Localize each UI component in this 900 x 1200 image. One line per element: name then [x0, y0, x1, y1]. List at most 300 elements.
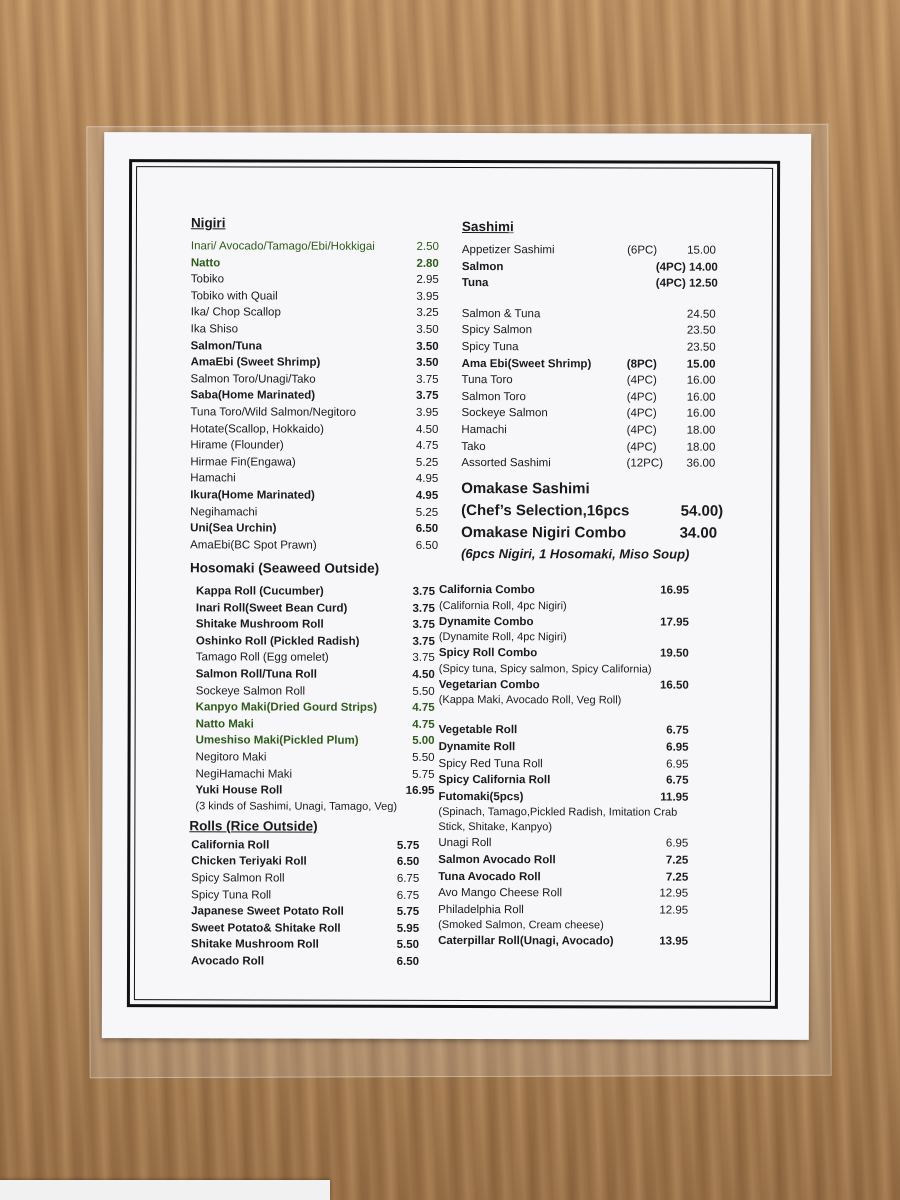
item-name: Dynamite Roll [438, 740, 516, 754]
item-price-group [416, 338, 438, 355]
item-price-group [412, 766, 434, 783]
item-name: Sockeye Salmon Roll [195, 684, 306, 698]
sashimi-item [462, 339, 716, 356]
item-price: 23.50 [686, 324, 716, 338]
item-name: AmaEbi(BC Spot Prawn) [190, 538, 317, 552]
item-price-group [666, 773, 688, 790]
menu-item [191, 288, 439, 305]
item-price: 18.00 [686, 424, 716, 437]
item-name: Spicy Salmon Roll [191, 872, 285, 885]
item-name: Tuna Avocado Roll [438, 870, 541, 883]
item-price: 5.75 [412, 768, 435, 781]
item-name: Avo Mango Cheese Roll [438, 887, 563, 900]
item-name: AmaEbi (Sweet Shrimp) [190, 356, 321, 369]
item-note: (Dynamite Roll, 4pc Nigiri) [438, 631, 567, 644]
item-price: 5.50 [396, 939, 420, 952]
combo-item [439, 582, 689, 599]
item-name: Hirmae Fin(Engawa) [190, 456, 296, 469]
menu-item [196, 716, 435, 733]
item-name: Ama Ebi(Sweet Shrimp) [461, 357, 592, 370]
sashimi-item [461, 439, 715, 456]
item-price: 7.25 [665, 854, 689, 867]
menu-item [191, 271, 439, 288]
item-price: 3.75 [416, 390, 439, 403]
rolls-list [189, 837, 419, 970]
item-price-group [413, 600, 435, 617]
menu-item [191, 953, 419, 970]
combo-section [438, 582, 689, 951]
item-price: 6.50 [415, 539, 439, 552]
menu-item [196, 683, 435, 700]
combo-item [439, 614, 689, 631]
item-price-group [397, 921, 419, 938]
item-price-group [666, 723, 688, 740]
item-price: 16.00 [686, 407, 716, 421]
menu-item [438, 789, 688, 806]
item-name: Negihamachi [190, 505, 258, 518]
item-price-group [416, 488, 438, 505]
item-price-group [412, 634, 434, 651]
paper-card-corner [0, 1180, 330, 1200]
menu-item [190, 520, 438, 537]
item-price-group [656, 276, 716, 293]
item-name: Philadelphia Roll [438, 903, 524, 916]
item-price: 16.50 [659, 679, 689, 692]
item-price: 5.25 [415, 456, 439, 469]
item-price-group [416, 372, 438, 389]
item-price-group [412, 650, 434, 667]
item-price: 5.75 [396, 905, 420, 918]
item-name: Tobiko [190, 273, 225, 286]
item-name: Salmon Roll/Tuna Roll [195, 668, 317, 681]
item-price: 23.50 [686, 341, 716, 354]
item-qty: (4PC) [626, 391, 657, 404]
item-price-group [416, 471, 438, 488]
item-name: Tuna Toro/Wild Salmon/Negitoro [190, 406, 357, 419]
item-price: 4.75 [412, 702, 435, 715]
menu-item [190, 388, 438, 405]
sashimi-item [461, 389, 715, 406]
caterpillar-row [438, 933, 688, 950]
item-price: 4.50 [412, 668, 435, 681]
omakase-block [461, 478, 724, 565]
item-note: (Spicy tuna, Spicy salmon, Spicy California) [438, 662, 652, 676]
menu-item [195, 782, 434, 799]
item-name: Spicy Tuna [461, 340, 519, 354]
item-price-group [397, 904, 419, 921]
item-price: 3.50 [416, 323, 439, 336]
menu-item [438, 772, 688, 789]
item-price: 5.50 [412, 751, 435, 764]
item-name: Salmon Toro/Unagi/Tako [190, 373, 316, 386]
combo-item [439, 645, 689, 662]
item-name: Yuki House Roll [195, 784, 283, 797]
item-name: Tobiko with Quail [190, 290, 278, 303]
menu-page [102, 132, 811, 1040]
item-price-group [666, 836, 688, 853]
item-price-group [413, 584, 435, 601]
sashimi-item [462, 356, 716, 373]
item-qty: (4PC) [626, 424, 657, 437]
item-price: 6.50 [415, 522, 439, 536]
item-price: 3.75 [412, 652, 435, 665]
menu-item [438, 868, 688, 885]
item-price-group [406, 783, 435, 800]
item-price-group [412, 700, 434, 717]
item-price-group [416, 305, 438, 322]
item-price-group [416, 289, 438, 306]
item-name: Spicy California Roll [438, 774, 551, 787]
item-price: 5.75 [396, 839, 420, 852]
menu-item [196, 583, 435, 600]
item-name: Tamago Roll (Egg omelet) [195, 651, 329, 665]
sashimi-item [462, 242, 716, 259]
item-price-group [416, 239, 438, 256]
item-price-group [627, 389, 716, 406]
item-name: Natto Maki [195, 718, 254, 731]
menu-item [191, 321, 439, 338]
item-price: 15.00 [686, 358, 716, 371]
item-price-group [666, 756, 688, 773]
item-name: Oshinko Roll (Pickled Radish) [195, 635, 360, 648]
item-price-group [659, 886, 688, 903]
item-name: Inari/ Avocado/Tamago/Ebi/Hokkigai [190, 240, 375, 253]
item-price-group [627, 422, 716, 439]
sashimi-section [461, 219, 724, 564]
menu-item [191, 238, 439, 255]
item-price: 4.75 [412, 718, 435, 731]
item-price-group [416, 272, 438, 289]
item-price: 5.25 [415, 506, 439, 519]
sashimi-item [461, 405, 715, 422]
item-name: California Roll [191, 839, 270, 852]
item-price-group [397, 937, 419, 954]
item-name: Kanpyo Maki(Dried Gourd Strips) [195, 701, 378, 714]
menu-item [191, 870, 419, 887]
item-name: Uni(Sea Urchin) [190, 522, 277, 535]
item-price-group [660, 583, 689, 600]
item-price-group [416, 255, 438, 272]
item-price: 3.75 [416, 373, 439, 386]
menu-item [439, 739, 689, 756]
item-name: Avocado Roll [191, 955, 265, 968]
item-note: (California Roll, 4pc Nigiri) [438, 599, 567, 612]
menu-item [190, 454, 438, 471]
omakase-nigiri-line [461, 522, 717, 545]
item-qty: (4PC) 14.00 [655, 261, 718, 274]
menu-item [191, 854, 419, 871]
item-price: 3.75 [412, 585, 436, 598]
item-price-group [666, 740, 688, 757]
item-price: 12.95 [659, 904, 689, 917]
item-price: 11.95 [660, 791, 689, 804]
item-price-group [627, 323, 716, 340]
specials-list [438, 722, 688, 806]
item-name: Salmon Toro [461, 390, 526, 403]
item-price-group [416, 388, 438, 405]
menu-item [196, 633, 435, 650]
item-price-group [659, 902, 688, 919]
omakase-sashimi-title: Omakase Sashimi [461, 479, 590, 498]
item-name: Unagi Roll [438, 837, 492, 850]
item-qty: (4PC) [626, 440, 657, 454]
item-name: Hamachi [461, 423, 507, 437]
menu-item [190, 487, 438, 504]
item-price-group [660, 789, 688, 806]
item-price-group [416, 521, 438, 538]
philadelphia-note: (Smoked Salmon, Cream cheese) [438, 919, 604, 932]
item-name: Tuna Toro [461, 374, 513, 387]
item-price-group [412, 733, 434, 750]
item-price: 3.25 [416, 307, 439, 320]
item-price-group [656, 259, 716, 276]
item-price-group [397, 954, 419, 971]
item-price: 6.75 [666, 774, 689, 787]
item-price-group [627, 339, 716, 356]
item-price: 3.50 [416, 340, 439, 353]
menu-item [196, 749, 435, 766]
item-name: Salmon/Tuna [190, 339, 263, 353]
item-name: Vegetable Roll [438, 724, 518, 737]
item-price: 2.95 [416, 274, 439, 287]
item-price-group [412, 683, 434, 700]
item-price-group [660, 646, 689, 663]
hosomaki-title: Hosomaki (Seaweed Outside) [190, 560, 380, 576]
item-price: 5.00 [412, 735, 435, 748]
menu-item [191, 903, 419, 920]
item-name: Caterpillar Roll(Unagi, Avocado) [438, 935, 614, 948]
item-name: Ikura(Home Marinated) [190, 489, 315, 502]
omakase-sashimi-desc: (Chef’s Selection,16pcs [461, 501, 630, 520]
item-name: Salmon & Tuna [461, 307, 541, 320]
menu-item [190, 504, 438, 521]
item-price: 5.50 [412, 685, 435, 698]
menu-item [191, 837, 419, 854]
menu-item [190, 404, 438, 421]
menu-item [196, 650, 435, 667]
item-name: Japanese Sweet Potato Roll [191, 905, 344, 918]
menu-item [191, 371, 439, 388]
item-price-group [416, 322, 438, 339]
item-price: 3.50 [416, 357, 439, 370]
menu-item [196, 617, 435, 634]
menu-item [190, 437, 438, 454]
item-name: Hirame (Flounder) [190, 439, 284, 452]
menu-item [195, 766, 434, 783]
item-name: Spicy Red Tuna Roll [438, 757, 543, 770]
item-price-group [416, 405, 438, 422]
item-price-group [412, 617, 434, 634]
nigiri-section [190, 215, 439, 554]
item-qty: (4PC) 12.50 [655, 277, 718, 290]
item-price: 16.00 [686, 374, 716, 387]
sashimi-title: Sashimi [461, 219, 514, 235]
menu-item [190, 537, 438, 554]
item-qty: (12PC) [626, 457, 663, 470]
item-name: Sockeye Salmon [461, 407, 548, 420]
item-name: Umeshiso Maki(Pickled Plum) [195, 734, 359, 748]
item-name: Salmon Avocado Roll [438, 853, 556, 867]
item-price-group [416, 421, 438, 438]
item-price-group [666, 852, 688, 869]
nigiri-title: Nigiri [190, 215, 226, 231]
menu-item [438, 902, 688, 919]
item-name: Ika/ Chop Scallop [190, 306, 281, 319]
item-name: Salmon [461, 260, 504, 273]
item-name: Negitoro Maki [195, 751, 267, 764]
item-price-group [412, 717, 434, 734]
item-name: Sweet Potato& Shitake Roll [191, 921, 341, 935]
item-name: Ika Shiso [190, 323, 238, 336]
nigiri-list [190, 238, 439, 554]
item-price: 12.95 [659, 887, 689, 900]
menu-item [190, 471, 438, 488]
item-price-group [627, 456, 716, 473]
menu-item [196, 666, 435, 683]
sashimi-item [462, 259, 716, 276]
item-name: Hotate(Scallop, Hokkaido) [190, 422, 325, 436]
sashimi-item [461, 455, 715, 472]
item-qty: (4PC) [626, 407, 657, 420]
item-name: Spicy Tuna Roll [191, 888, 272, 902]
item-price: 19.50 [660, 647, 689, 660]
item-price-group [397, 887, 419, 904]
item-name: Spicy Roll Combo [438, 647, 538, 660]
item-note: (Kappa Maki, Avocado Roll, Veg Roll) [438, 694, 622, 707]
item-price-group [412, 750, 434, 767]
item-price: 3.75 [412, 619, 435, 632]
omakase-sashimi-line [461, 500, 723, 523]
item-price-group [660, 677, 689, 694]
item-price: 16.00 [686, 391, 716, 404]
item-price-group [416, 538, 438, 555]
sashimi-list-2 [461, 306, 715, 473]
item-price-group [627, 306, 716, 323]
sashimi-item [462, 306, 716, 323]
item-price: 7.25 [665, 871, 689, 884]
omakase-nigiri-desc: (6pcs Nigiri, 1 Hosomaki, Miso Soup) [461, 545, 690, 562]
item-price: 2.80 [416, 257, 439, 270]
item-price-group [416, 455, 438, 472]
item-price: 6.95 [666, 758, 689, 771]
item-name: Tuna [461, 277, 489, 290]
menu-item [191, 305, 439, 322]
item-price: 5.95 [396, 922, 420, 935]
menu-item [196, 699, 435, 716]
combo-list [439, 582, 689, 709]
menu-item [191, 937, 419, 954]
menu-item [439, 756, 689, 773]
menu-item [191, 338, 439, 355]
menu-item [196, 733, 435, 750]
hosomaki-section [189, 560, 435, 970]
item-name: Spicy Salmon [461, 324, 532, 337]
item-name: Natto [190, 256, 221, 269]
item-price-group [660, 614, 689, 631]
omakase-nigiri-price: 34.00 [679, 524, 718, 542]
sashimi-item [462, 322, 716, 339]
item-qty: (4PC) [626, 374, 657, 387]
item-price-group [627, 406, 716, 423]
menu-item [439, 722, 689, 739]
hosomaki-list [189, 583, 435, 799]
item-name: Inari Roll(Sweet Bean Curd) [195, 601, 348, 615]
item-price-group [397, 854, 419, 871]
sashimi-item [462, 275, 716, 292]
item-price-group [666, 869, 688, 886]
omakase-sashimi-price: 54.00) [680, 502, 724, 520]
item-name: NegiHamachi Maki [195, 767, 293, 781]
item-price: 6.75 [666, 724, 689, 737]
menu-item [191, 920, 419, 937]
item-price: 4.95 [415, 473, 439, 486]
omakase-nigiri-title: Omakase Nigiri Combo [461, 523, 627, 542]
item-price: 13.95 [659, 935, 689, 948]
item-price-group [416, 438, 438, 455]
item-price-group [627, 356, 716, 373]
item-name: Hamachi [190, 472, 236, 485]
item-name: California Combo [438, 583, 535, 597]
menu-item [191, 354, 439, 371]
item-price: 36.00 [686, 457, 716, 470]
item-price: 3.75 [412, 635, 435, 648]
item-name: Shitake Mushroom Roll [191, 938, 319, 951]
item-price: 17.95 [660, 616, 689, 629]
item-price-group [416, 504, 438, 521]
specials-list-2 [438, 835, 688, 919]
item-price: 6.50 [396, 955, 420, 968]
item-name: Vegetarian Combo [438, 678, 540, 691]
item-price-group [627, 242, 716, 259]
item-price-group [397, 838, 419, 855]
menu-item [438, 852, 688, 869]
item-price: 24.50 [686, 308, 716, 321]
futomaki-note-2: Stick, Shitake, Kanpyo) [438, 821, 553, 834]
item-price: 4.95 [415, 489, 439, 502]
rolls-title: Rolls (Rice Outside) [189, 818, 318, 834]
menu-item [438, 885, 688, 902]
item-name: Tako [461, 440, 486, 453]
item-price: 6.95 [665, 837, 689, 850]
item-name: Shitake Mushroom Roll [195, 618, 324, 631]
item-price: 2.50 [416, 240, 439, 253]
menu-item [196, 600, 435, 617]
item-price: 6.75 [396, 872, 420, 885]
item-price: 3.95 [416, 290, 439, 303]
item-name: Futomaki(5pcs) [438, 790, 524, 803]
item-price: 4.75 [415, 440, 439, 453]
item-price: 6.50 [396, 856, 420, 869]
sashimi-item [462, 372, 716, 389]
item-name: Chicken Teriyaki Roll [191, 855, 307, 868]
item-price: 6.75 [396, 889, 420, 902]
item-qty: (8PC) [626, 358, 657, 371]
combo-item [439, 677, 689, 694]
item-qty: (6PC) [627, 244, 658, 257]
item-price: 4.50 [416, 423, 439, 436]
item-name: Appetizer Sashimi [461, 244, 555, 257]
item-price-group [412, 667, 434, 684]
item-price: 15.00 [687, 244, 716, 257]
menu-item [190, 421, 438, 438]
item-name: Dynamite Combo [438, 615, 534, 628]
item-price-group [627, 373, 716, 390]
item-price: 6.95 [666, 741, 689, 754]
item-price: 18.00 [686, 441, 716, 454]
menu-item [438, 835, 688, 852]
sashimi-item [461, 422, 715, 439]
item-price-group [627, 439, 716, 456]
